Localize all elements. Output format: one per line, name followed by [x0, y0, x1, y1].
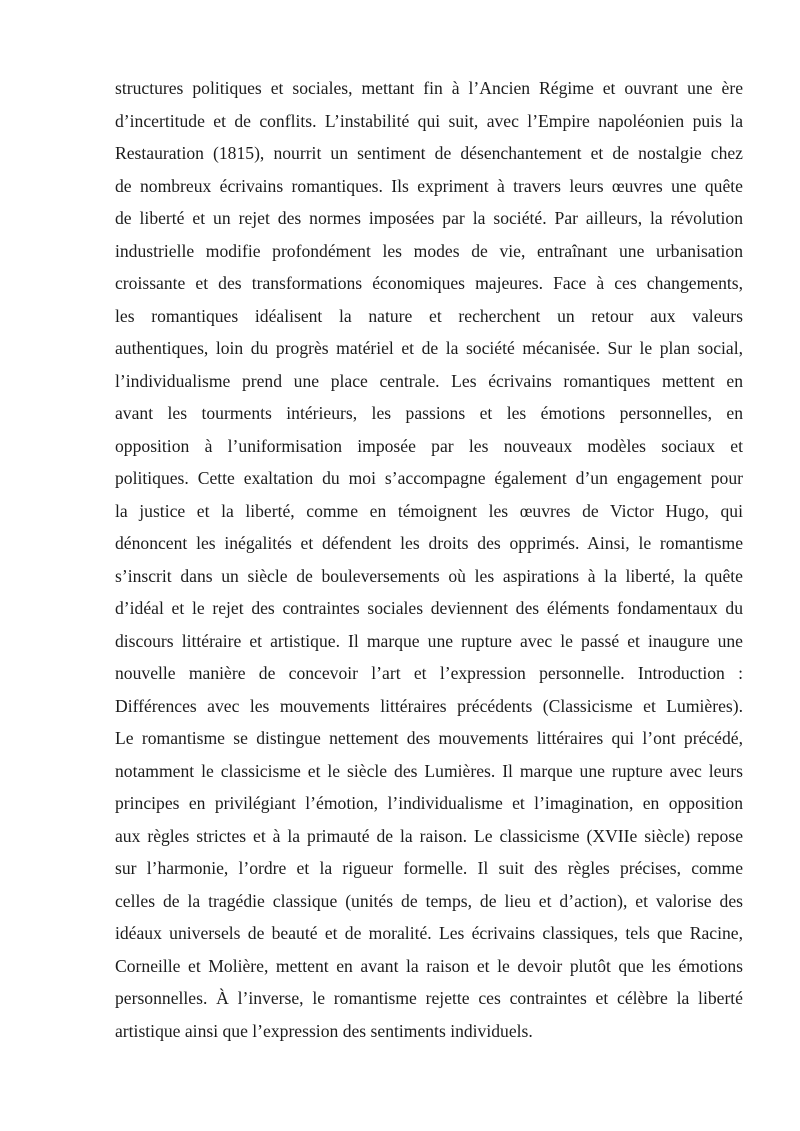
text-line: Le romantisme se distingue nettement des mouvements littéraires qui l’ont précédé,: [115, 728, 743, 748]
text-line: nouvelle manière de concevoir l’art et l’expression personnelle. Introduction :: [115, 663, 743, 683]
text-line: Restauration (1815), nourrit un sentiment de désenchantement et de nostalgie chez: [115, 143, 743, 163]
text-line: authentiques, loin du progrès matériel et de la société mécanisée. Sur le plan social,: [115, 338, 743, 358]
text-line: opposition à l’uniformisation imposée par les nouveaux modèles sociaux et: [115, 435, 743, 456]
text-line: Différences avec les mouvements littéraires précédents (Classicisme et Lumières).: [115, 695, 743, 716]
text-line: celles de la tragédie classique (unités de temps, de lieu et d’action), et valorise des: [115, 890, 743, 911]
text-line: industrielle modifie profondément les modes de vie, entraînant une urbanisation: [115, 240, 743, 261]
text-line: dénoncent les inégalités et défendent les droits des opprimés. Ainsi, le romantisme: [115, 533, 743, 553]
text-line: principes en privilégiant l’émotion, l’individualisme et l’imagination, en opposition: [115, 793, 743, 813]
text-line: discours littéraire et artistique. Il marque une rupture avec le passé et inaugure une: [115, 630, 743, 651]
text-line: les romantiques idéalisent la nature et recherchent un retour aux valeurs: [115, 305, 743, 326]
text-line: structures politiques et sociales, mettant fin à l’Ancien Régime et ouvrant une ère: [115, 78, 743, 98]
text-line: idéaux universels de beauté et de moralité. Les écrivains classiques, tels que Racine,: [115, 923, 743, 943]
text-line: sur l’harmonie, l’ordre et la rigueur formelle. Il suit des règles précises, comme: [115, 858, 743, 878]
text-line: avant les tourments intérieurs, les passions et les émotions personnelles, en: [115, 403, 743, 423]
text-line: d’incertitude et de conflits. L’instabilité qui suit, avec l’Empire napoléonien puis la: [115, 110, 743, 131]
text-line: s’inscrit dans un siècle de bouleversements où les aspirations à la liberté, la quête: [115, 565, 743, 586]
text-line: de liberté et un rejet des normes imposées par la société. Par ailleurs, la révolution: [115, 208, 743, 228]
body-paragraph: [115, 72, 743, 1047]
text-line: la justice et la liberté, comme en témoignent les œuvres de Victor Hugo, qui: [115, 500, 743, 521]
text-line: Corneille et Molière, mettent en avant la raison et le devoir plutôt que les émotions: [115, 955, 743, 976]
text-line: aux règles strictes et à la primauté de la raison. Le classicisme (XVIIe siècle) repose: [115, 825, 743, 846]
text-line: artistique ainsi que l’expression des sentiments individuels.: [115, 1020, 533, 1041]
text-line: l’individualisme prend une place centrale. Les écrivains romantiques mettent en: [115, 370, 743, 391]
text-line: croissante et des transformations économiques majeures. Face à ces changements,: [115, 273, 743, 293]
text-line: personnelles. À l’inverse, le romantisme rejette ces contraintes et célèbre la liberté: [115, 988, 743, 1008]
text-line: notamment le classicisme et le siècle des Lumières. Il marque une rupture avec leurs: [115, 760, 743, 781]
text-line: politiques. Cette exaltation du moi s’accompagne également d’un engagement pour: [115, 468, 743, 488]
text-line: d’idéal et le rejet des contraintes sociales deviennent des éléments fondamentaux du: [115, 598, 743, 618]
text-line: de nombreux écrivains romantiques. Ils expriment à travers leurs œuvres une quête: [115, 175, 743, 196]
